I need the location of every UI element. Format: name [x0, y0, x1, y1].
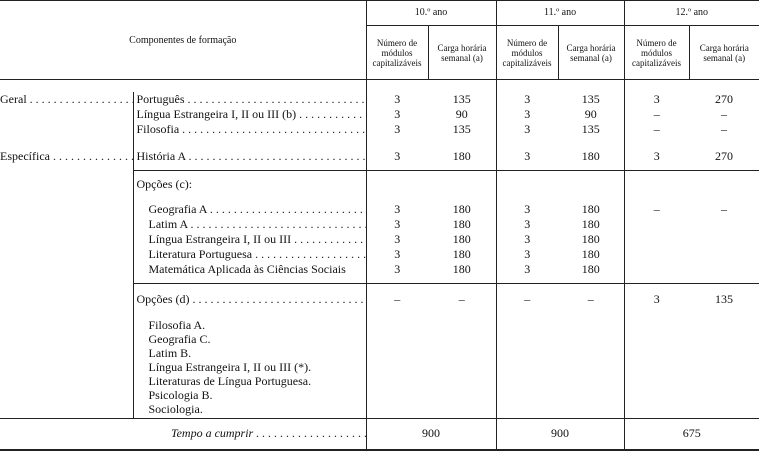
- subject-filosofia: Filosofia . . .: [137, 122, 366, 137]
- header-modules-10: Número de módulos capitalizáveis: [366, 26, 428, 80]
- geral-11-modules: 3 3 3: [496, 92, 558, 137]
- opcoes-d-10-modules: –: [366, 283, 428, 418]
- opcoes-c-12-hours: –: [689, 170, 759, 283]
- subject-portugues: Português . . .: [137, 92, 366, 107]
- footer-total-12: 675: [624, 418, 759, 450]
- historia-12-modules: 3: [624, 149, 689, 171]
- historia-11-hours: 180: [558, 149, 624, 171]
- subject-sociologia: Sociologia.: [148, 401, 203, 416]
- opcoes-d-label: Opções (d) . . .: [137, 292, 366, 307]
- opcoes-c-10-modules: 3 3 3 3 3: [366, 170, 428, 283]
- subject-filosofia-a: Filosofia A.: [148, 317, 206, 332]
- header-hours-11: Carga horária semanal (a): [558, 26, 624, 80]
- header-hours-10: Carga horária semanal (a): [428, 26, 496, 80]
- header-modules-11: Número de módulos capitalizáveis: [496, 26, 558, 80]
- opcoes-d-11-hours: –: [587, 291, 594, 306]
- subject-matematica-aplicada: Matemática Aplicada às Ciências Sociais: [148, 261, 346, 276]
- geral-10-hours: 135 90 135: [452, 91, 471, 136]
- opcoes-c-label: Opções (c):: [136, 176, 193, 191]
- header-modules-12: Número de módulos capitalizáveis: [624, 26, 689, 80]
- footer-total-10: 900: [366, 418, 496, 450]
- opcoes-c-11-modules: 3 3 3 3 3: [496, 170, 558, 283]
- header-hours-12: Carga horária semanal (a): [689, 26, 759, 80]
- opcoes-c-10-hours: 180 180 180 180 180: [428, 170, 496, 283]
- header-year-12: 12.º ano: [624, 1, 759, 26]
- subject-psicologia-b: Psicologia B.: [148, 387, 213, 402]
- subject-latim-a: Latim A . . .: [137, 217, 366, 232]
- geral-12-hours: 270 – –: [715, 91, 734, 136]
- row-opcoes-d: [0, 283, 759, 418]
- geral-11-hours: 135 90 135: [581, 91, 600, 136]
- historia-12-hours: 270: [689, 149, 759, 171]
- subject-literaturas-lingua-portuguesa: Literaturas de Língua Portuguesa.: [148, 373, 312, 388]
- subject-historia-a: História A . . .: [137, 149, 366, 164]
- subject-literatura-portuguesa: Literatura Portuguesa . . .: [137, 247, 366, 262]
- row-opcoes-c: [0, 170, 759, 283]
- group-especifica-label: Específica . . .: [0, 149, 133, 164]
- header-year-11: 11.º ano: [496, 1, 624, 26]
- group-geral-label: Geral . . .: [0, 92, 133, 107]
- geral-10-modules: 3 3 3: [366, 92, 428, 137]
- footer-total-11: 900: [496, 418, 624, 450]
- opcoes-d-11-modules: –: [496, 283, 558, 418]
- row-geral: [0, 92, 759, 137]
- historia-11-modules: 3: [496, 149, 558, 171]
- subject-lingua-estrangeira-opt: Língua Estrangeira I, II ou III . . .: [137, 232, 366, 247]
- historia-10-hours: 180: [428, 149, 496, 171]
- subject-geografia-a: Geografia A . . .: [137, 202, 366, 217]
- subject-latim-b: Latim B.: [148, 345, 192, 360]
- opcoes-c-11-hours: 180 180 180 180 180: [558, 170, 624, 283]
- header-components: [0, 1, 366, 80]
- header-year-10: 10.º ano: [366, 1, 496, 26]
- row-especifica: [0, 149, 759, 171]
- row-tempo-a-cumprir: [0, 418, 759, 450]
- historia-10-modules: 3: [366, 149, 428, 171]
- subject-lingua-estrangeira: Língua Estrangeira I, II ou III (b) . . .: [137, 107, 366, 122]
- subject-lingua-estrangeira-star: Língua Estrangeira I, II ou III (*).: [148, 359, 312, 374]
- geral-12-modules: 3 – –: [624, 92, 689, 137]
- subject-geografia-c: Geografia C.: [148, 331, 211, 346]
- footer-label: Tempo a cumprir . . .: [171, 426, 366, 441]
- opcoes-d-10-hours: –: [458, 291, 465, 306]
- opcoes-d-12-hours: 135: [715, 291, 734, 306]
- opcoes-c-12-modules: –: [624, 170, 689, 283]
- header-components-label: Componentes de formação: [129, 34, 237, 46]
- opcoes-d-12-modules: 3: [624, 283, 689, 418]
